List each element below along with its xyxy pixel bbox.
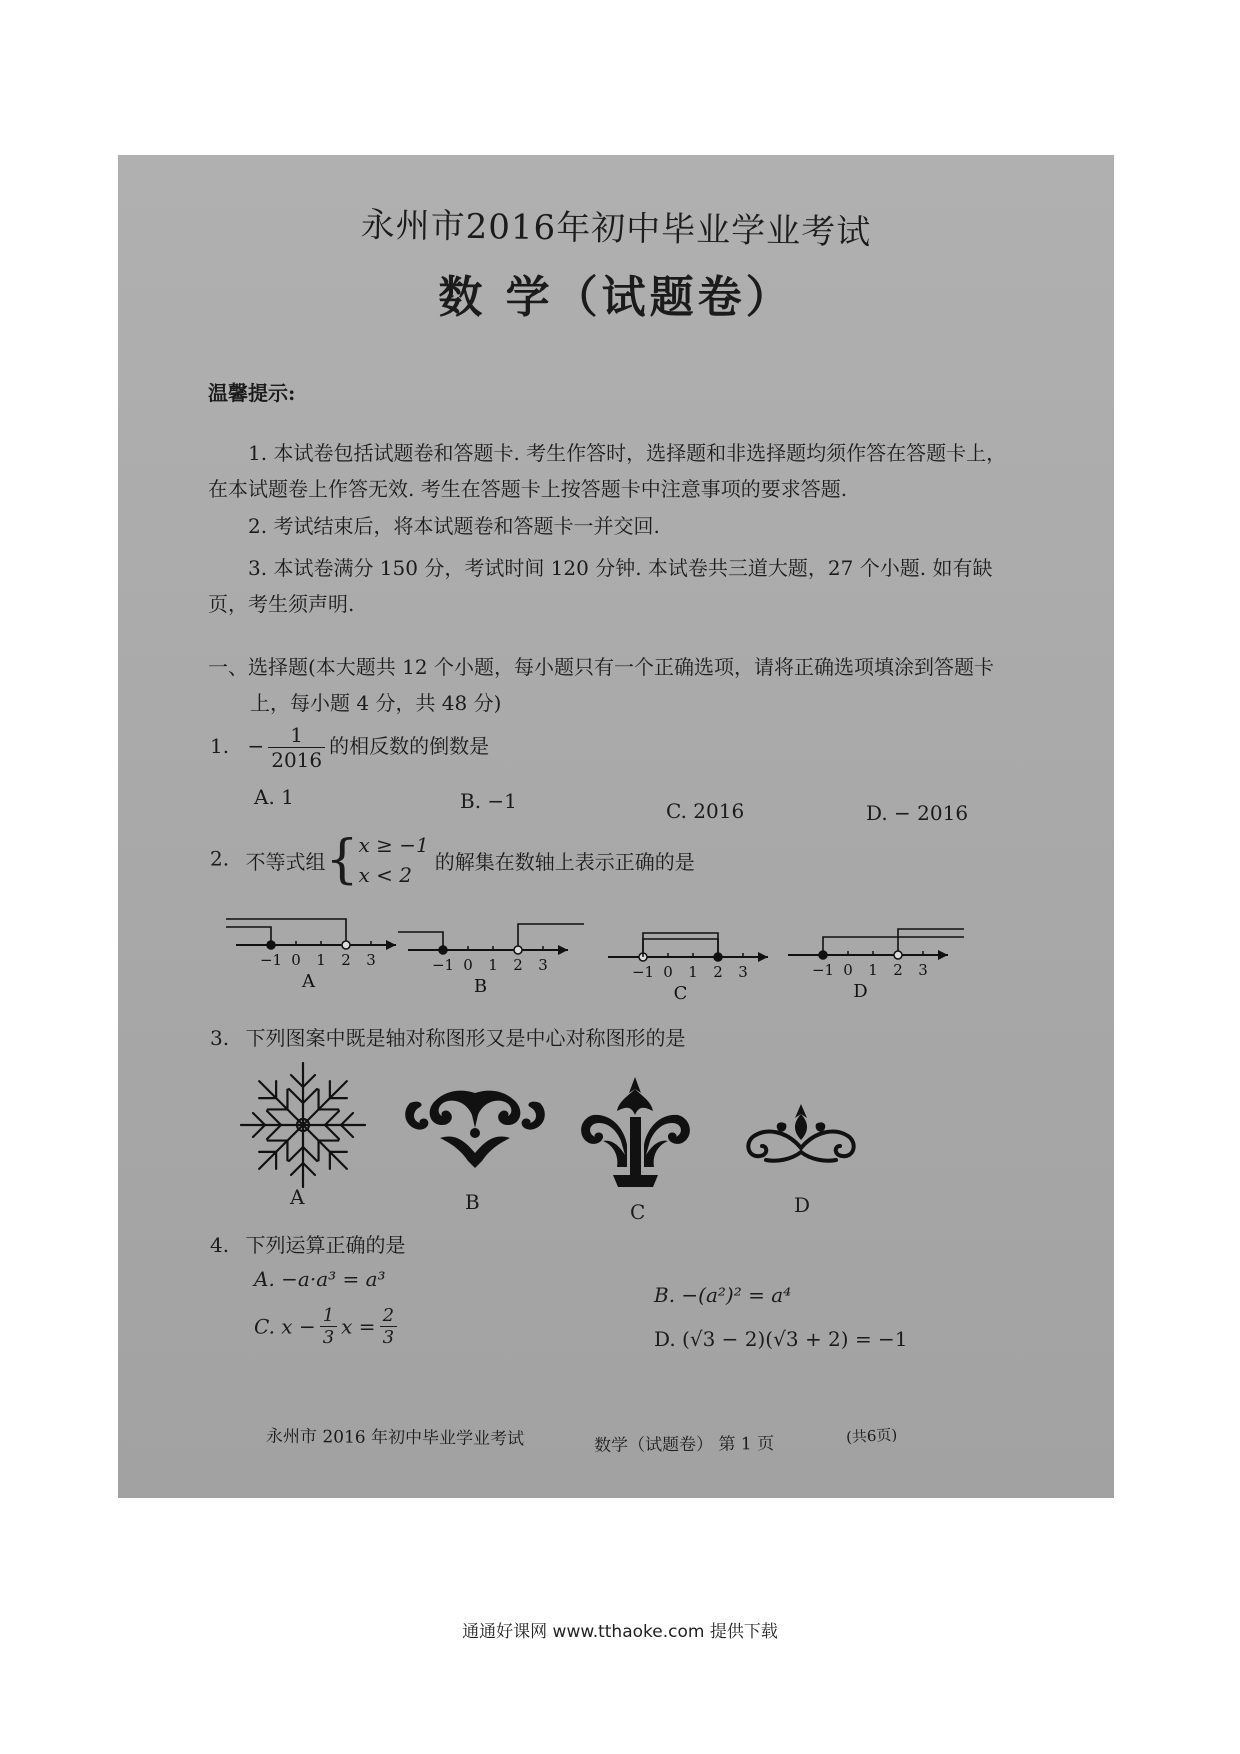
- q2-number-lines: [118, 155, 1114, 1498]
- q4-option-c-frac2: [380, 1305, 397, 1348]
- q2-axis-arrow-d: [938, 950, 948, 960]
- q3-label-d: D: [794, 1193, 811, 1217]
- q2: [210, 830, 695, 890]
- q4-c-den2: 3: [382, 1327, 395, 1348]
- download-watermark: 通通好课网 www.tthaoke.com 提供下载: [462, 1622, 778, 1642]
- q4-c-num2: 2: [380, 1305, 397, 1327]
- q1-denominator: 2016: [271, 748, 323, 772]
- q2-brace: {: [325, 830, 359, 890]
- q2-tick-label-c: 3: [738, 963, 748, 981]
- q3-figure-b-ornament-icon: [400, 1083, 550, 1173]
- section1-heading-b: 上，每小题 4 分，共 48 分): [250, 691, 502, 715]
- q2-endpoint-d: [819, 951, 827, 959]
- q2-endpoint-a: [342, 941, 350, 949]
- q2-tick-label-d: −1: [811, 961, 835, 979]
- q2-endpoint-d: [894, 951, 902, 959]
- q3-figure-d-scroll-icon: [736, 1100, 866, 1170]
- q4-option-a: A. −a·a³ = a³: [254, 1267, 386, 1291]
- q2-tick-label-b: 2: [513, 956, 523, 974]
- q1-option-b: B. −1: [460, 789, 517, 813]
- q3-number: 3.: [210, 1026, 230, 1050]
- q2-stem-a: 不等式组: [245, 849, 326, 874]
- q1-option-c: C. 2016: [666, 799, 745, 823]
- q2-segment-c: [643, 933, 718, 957]
- q2-tick-label-c: −1: [631, 963, 655, 981]
- q3-label-a: A: [290, 1185, 305, 1209]
- q3-label-c: C: [630, 1200, 646, 1224]
- q2-tick-label-a: 3: [366, 951, 376, 969]
- q1: [210, 723, 489, 772]
- q2-tick-label-d: 3: [918, 961, 928, 979]
- exam-subtitle: 数 学（试题卷）: [438, 272, 794, 323]
- q2-tick-label-a: 0: [291, 951, 301, 969]
- q1-option-a: A. 1: [254, 785, 294, 809]
- q2-endpoint-b: [439, 946, 447, 954]
- q4-option-c-mid: x =: [341, 1314, 376, 1339]
- q2-system: [359, 830, 429, 890]
- q2-option-label-a: A: [302, 971, 315, 992]
- q4-option-c-pre: C. x −: [254, 1314, 316, 1339]
- page-footer-left: 永州市 2016 年初中毕业学业考试: [265, 1426, 525, 1450]
- q2-option-label-c: C: [673, 983, 688, 1004]
- q2-inequality-1: x ≥ −1: [358, 833, 429, 857]
- q2-ray-a: [226, 919, 346, 945]
- q3-label-b: B: [465, 1190, 480, 1214]
- exam-title: 永州市2016年初中毕业学业考试: [360, 205, 872, 253]
- page-footer-mid: 数学（试题卷） 第 1 页: [593, 1434, 775, 1456]
- q2-segment-c: [643, 939, 718, 957]
- q2-ray-b: [518, 924, 584, 950]
- q2-tick-label-a: 1: [316, 951, 326, 969]
- q3-stem: 下列图案中既是轴对称图形又是中心对称图形的是: [245, 1026, 686, 1050]
- q2-tick-label-b: −1: [431, 956, 455, 974]
- q2-ray-d: [823, 937, 964, 955]
- q2-endpoint-c: [639, 953, 647, 961]
- notice-line-3b: 页，考生须声明.: [208, 592, 355, 616]
- q4: [210, 1229, 405, 1258]
- q3: [210, 1022, 685, 1051]
- q3-figure-c-crest-icon: [573, 1075, 698, 1190]
- q2-option-label-d: D: [853, 981, 868, 1002]
- q2-tick-label-c: 1: [688, 963, 698, 981]
- q4-c-num1: 1: [320, 1305, 337, 1327]
- q2-axis-arrow-b: [558, 945, 568, 955]
- page-footer-right: (共6页): [845, 1425, 898, 1447]
- q2-tick-label-b: 0: [463, 956, 473, 974]
- q4-option-c: [254, 1305, 401, 1348]
- q2-tick-label-d: 1: [868, 961, 878, 979]
- q2-endpoint-c: [714, 953, 722, 961]
- q2-number: 2.: [210, 846, 230, 871]
- q2-ray-d: [898, 929, 964, 955]
- q2-tick-label-b: 1: [488, 956, 498, 974]
- q2-tick-label-a: 2: [341, 951, 351, 969]
- q2-axis-arrow-c: [758, 952, 768, 962]
- notice-heading: 温馨提示:: [208, 381, 296, 405]
- q1-fraction: [268, 723, 325, 772]
- q1-stem: 的相反数的倒数是: [329, 734, 490, 758]
- exam-sheet-photo: [118, 155, 1114, 1498]
- q2-axis-arrow-a: [386, 940, 396, 950]
- q2-stem-b: 的解集在数轴上表示正确的是: [434, 849, 695, 874]
- q1-option-d: D. − 2016: [866, 801, 969, 825]
- q2-ray-a: [226, 927, 271, 945]
- q2-ray-b: [398, 932, 443, 950]
- q1-numerator: 1: [268, 723, 325, 748]
- q2-inequality-2: x < 2: [358, 863, 413, 887]
- q2-tick-label-d: 2: [893, 961, 903, 979]
- q1-minus: −: [247, 734, 265, 758]
- notice-line-1b: 在本试题卷上作答无效. 考生在答题卡上按答题卡中注意事项的要求答题.: [208, 477, 848, 501]
- notice-line-3a: 3. 本试卷满分 150 分，考试时间 120 分钟. 本试卷共三道大题，27 个小题. 如有缺: [248, 556, 993, 580]
- q3-figure-a-snowflake-icon: [238, 1060, 368, 1190]
- q2-tick-label-b: 3: [538, 956, 548, 974]
- q2-tick-label-c: 0: [663, 963, 673, 981]
- q2-option-label-b: B: [473, 976, 488, 997]
- q4-option-b: B. −(a²)² = a⁴: [654, 1283, 792, 1307]
- q2-tick-label-c: 2: [713, 963, 723, 981]
- section1-heading-a: 一、选择题(本大题共 12 个小题，每小题只有一个正确选项，请将正确选项填涂到答题卡: [208, 655, 994, 679]
- q4-number: 4.: [210, 1233, 230, 1257]
- q4-option-d: D. (√3 − 2)(√3 + 2) = −1: [654, 1327, 908, 1351]
- q2-tick-label-a: −1: [259, 951, 283, 969]
- q4-option-c-frac1: [320, 1305, 337, 1348]
- q2-endpoint-b: [514, 946, 522, 954]
- q2-tick-label-d: 0: [843, 961, 853, 979]
- notice-line-1a: 1. 本试卷包括试题卷和答题卡. 考生作答时，选择题和非选择题均须作答在答题卡上，: [248, 441, 1007, 465]
- q4-stem: 下列运算正确的是: [245, 1233, 406, 1257]
- notice-line-2: 2. 考试结束后，将本试题卷和答题卡一并交回.: [248, 514, 660, 538]
- q2-endpoint-a: [267, 941, 275, 949]
- q1-number: 1.: [210, 734, 230, 758]
- q4-c-den1: 3: [322, 1327, 335, 1348]
